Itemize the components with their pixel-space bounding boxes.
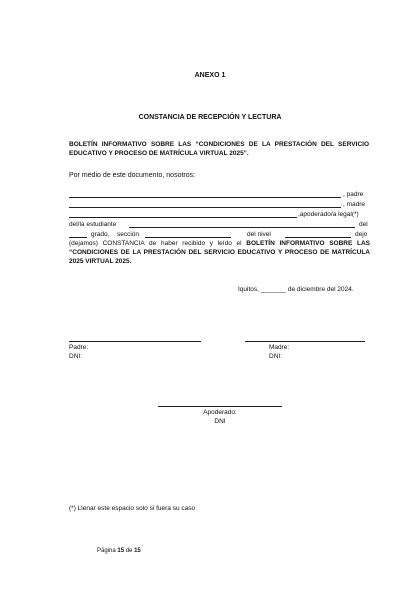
mother-dni-label: DNI:: [269, 353, 282, 360]
mother-name-field[interactable]: [69, 200, 341, 208]
footer-total-pages: 15: [134, 548, 141, 554]
subject-heading: BOLETÍN INFORMATIVO SOBRE LAS “CONDICIONES DE LA PRESTACIÓN DEL SERVICIO EDUCATIVO Y PROCESO DE MATRÍCULA VIRTUAL 2025”.: [69, 141, 369, 157]
section-label: sección: [117, 231, 140, 238]
student-name-field[interactable]: [129, 220, 355, 228]
level-field[interactable]: [285, 230, 351, 238]
father-dni-label: DNI:: [69, 353, 82, 360]
constancy-paragraph: [69, 239, 370, 266]
footer-prefix: Página: [97, 548, 118, 554]
form-row-student: [69, 220, 370, 229]
footer-middle: de: [124, 548, 135, 554]
form-row-grade: [69, 230, 370, 239]
mother-label: , madre: [343, 201, 366, 208]
paragraph-text: (dejamos) CONSTANCIA de haber recibido y leído el: [69, 240, 247, 247]
guardian-signature-line[interactable]: [158, 406, 282, 407]
form-row-father: [69, 190, 370, 199]
footer-page-number: 15: [117, 548, 125, 554]
dejo-label: dejo: [355, 231, 368, 238]
father-signature-label: Padre:: [69, 344, 89, 351]
place-date: Iquitos, _______ de diciembre del 2024.: [238, 286, 354, 293]
intro-text: Por medio de este documento, nosotros:: [69, 172, 196, 179]
annex-title: ANEXO 1: [194, 72, 226, 79]
page-footer: [97, 548, 141, 554]
form-row-mother: [69, 200, 370, 209]
paragraph-bold-text: BOLETÍN INFORMATIVO SOBRE LAS “CONDICIONES DE LA PRESTACIÓN DEL SERVICIO EDUCATIVO Y PROCESO DE MATRÍCULA 2025 VIRTUAL 2025.: [69, 240, 371, 265]
guardian-label: ,apoderado/a legal(*): [298, 211, 359, 218]
father-signature-line[interactable]: [69, 341, 201, 342]
mother-signature-line[interactable]: [245, 341, 365, 342]
student-label: del/la estudiante: [69, 221, 117, 228]
guardian-signature-label: Apoderado:: [203, 409, 237, 416]
father-label: , padre: [343, 191, 364, 198]
father-name-field[interactable]: [69, 190, 341, 198]
mother-signature-label: Madre:: [269, 344, 290, 351]
del-label: del: [359, 221, 368, 228]
grade-field[interactable]: [69, 230, 87, 238]
guardian-name-field[interactable]: [69, 210, 297, 218]
grade-label: grado,: [91, 231, 110, 238]
guardian-dni-label: DNI: [214, 418, 226, 425]
form-row-guardian: [69, 210, 370, 219]
document-title: CONSTANCIA DE RECEPCIÓN Y LECTURA: [138, 114, 282, 121]
level-label: del nivel: [247, 231, 271, 238]
footnote: (*) Llenar este espacio solo si fuera su caso: [69, 505, 196, 512]
section-field[interactable]: [145, 230, 231, 238]
